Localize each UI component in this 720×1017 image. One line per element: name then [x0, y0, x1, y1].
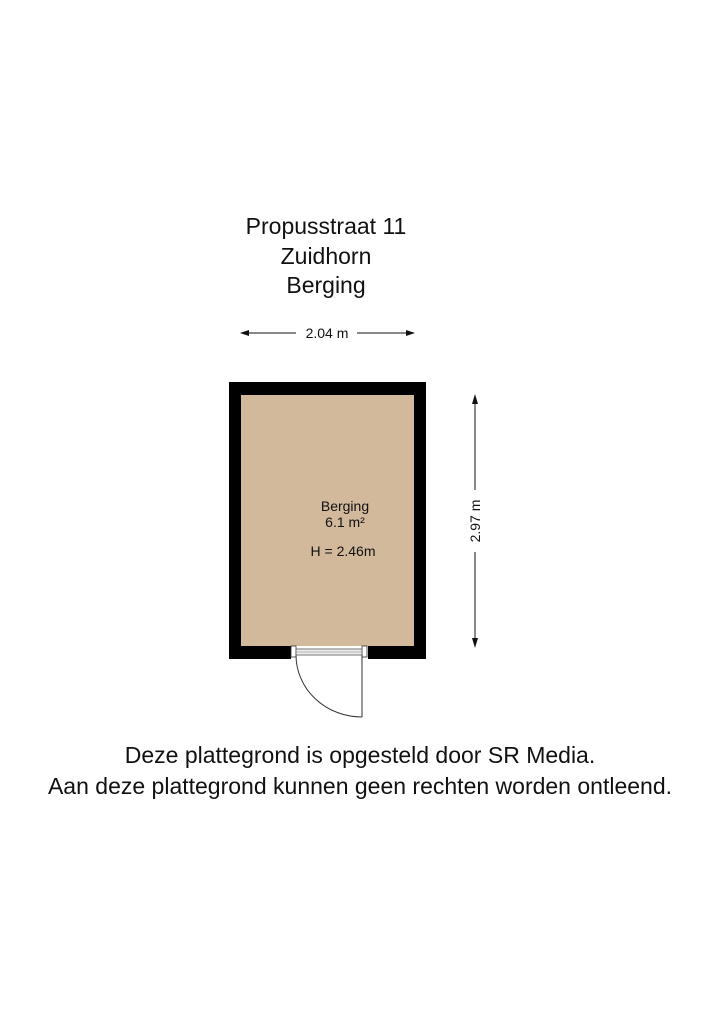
disclaimer-line-1: Deze plattegrond is opgesteld door SR Media. — [124, 742, 596, 768]
room-name: Berging — [320, 498, 370, 514]
depth-label: 2.97 m — [467, 499, 483, 543]
depth-dimension — [467, 394, 483, 648]
room-area: 6.1 m² — [325, 514, 365, 530]
address-title: Propusstraat 11 — [245, 213, 407, 239]
room-height: H = 2.46m — [310, 543, 376, 559]
width-label: 2.04 m — [305, 325, 349, 341]
city-title: Zuidhorn — [280, 243, 372, 269]
width-dimension — [240, 325, 415, 341]
floor-title: Berging — [286, 272, 366, 298]
disclaimer-line-2: Aan deze plattegrond kunnen geen rechten worden ontleend. — [47, 773, 673, 799]
